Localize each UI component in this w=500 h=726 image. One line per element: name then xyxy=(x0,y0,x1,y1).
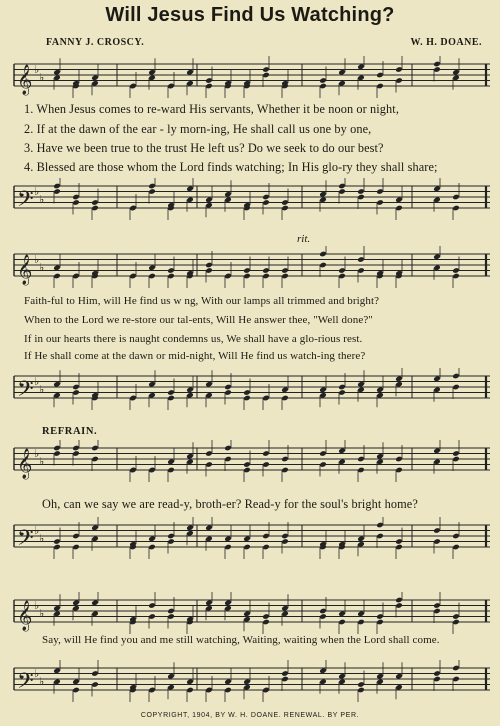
svg-text:♭: ♭ xyxy=(34,525,40,537)
svg-text:𝄢: 𝄢 xyxy=(17,526,34,556)
refrain-line-1: Oh, can we say we are read-y, broth-er? Read-y for the soul's bright home? xyxy=(42,497,418,511)
svg-text:♭: ♭ xyxy=(34,668,40,680)
staff-bass-2 xyxy=(12,368,492,412)
svg-text:♭: ♭ xyxy=(34,186,40,198)
staff-bass-4 xyxy=(12,660,492,704)
verse-1-line-1: 1. When Jesus comes to re-ward His servants, Whether it be noon or night, xyxy=(24,102,399,116)
svg-text:♭: ♭ xyxy=(39,72,45,84)
staff-treble-2 xyxy=(12,246,492,290)
staff-treble-4 xyxy=(12,592,492,636)
staff-treble-3 xyxy=(12,440,492,484)
svg-text:𝄢: 𝄢 xyxy=(17,377,34,407)
copyright-notice: COPYRIGHT, 1904, BY W. H. DOANE. RENEWAL. BY PER. xyxy=(140,712,360,719)
svg-text:♭: ♭ xyxy=(39,194,45,206)
svg-text:♭: ♭ xyxy=(34,254,40,266)
refrain-label: REFRAIN. xyxy=(42,426,98,437)
svg-text:♭: ♭ xyxy=(39,262,45,274)
svg-text:𝄞: 𝄞 xyxy=(17,65,33,95)
svg-text:♭: ♭ xyxy=(39,608,45,620)
verse-3-line-2: If in our hearts there is naught condemns us, We shall have a glo-rious rest. xyxy=(24,333,363,345)
svg-text:♭: ♭ xyxy=(34,64,40,76)
verse-2-line-1: 2. If at the dawn of the ear - ly morn-ing, He shall call us one by one, xyxy=(24,122,372,136)
refrain-line-2: Say, will He find you and me still watching, Waiting, waiting when the Lord shall come. xyxy=(42,634,440,646)
staff-bass-3 xyxy=(12,517,492,561)
svg-text:𝄞: 𝄞 xyxy=(17,449,33,479)
svg-text:♭: ♭ xyxy=(34,448,40,460)
composer-credit: W. H. DOANE. xyxy=(410,37,482,48)
svg-text:𝄞: 𝄞 xyxy=(17,255,33,285)
ritardando-mark: rit. xyxy=(297,233,311,245)
verse-3-line-1: 3. Have we been true to the trust He left us? Do we seek to do our best? xyxy=(24,141,384,155)
verse-2-line-2: When to the Lord we re-store our tal-ents, Will He answer thee, "Well done?" xyxy=(24,314,373,326)
svg-text:𝄢: 𝄢 xyxy=(17,187,34,217)
verse-1-line-2: Faith-ful to Him, will He find us w ng, With our lamps all trimmed and bright? xyxy=(24,295,380,307)
hymn-title: Will Jesus Find Us Watching? xyxy=(105,4,395,26)
verse-4-line-2: If He shall come at the dawn or mid-night, Will He find us watch-ing there? xyxy=(24,350,366,362)
svg-text:♭: ♭ xyxy=(39,533,45,545)
staff-bass-1 xyxy=(12,178,492,222)
svg-text:♭: ♭ xyxy=(39,676,45,688)
svg-text:♭: ♭ xyxy=(34,376,40,388)
svg-text:♭: ♭ xyxy=(39,384,45,396)
svg-text:♭: ♭ xyxy=(34,600,40,612)
svg-text:𝄢: 𝄢 xyxy=(17,669,34,699)
svg-text:𝄞: 𝄞 xyxy=(17,601,33,631)
lyricist-credit: FANNY J. CROSCY. xyxy=(46,37,145,48)
svg-text:♭: ♭ xyxy=(39,456,45,468)
staff-treble-1 xyxy=(12,56,492,100)
verse-4-line-1: 4. Blessed are those whom the Lord finds watching; In His glo-ry they shall share; xyxy=(24,160,438,174)
